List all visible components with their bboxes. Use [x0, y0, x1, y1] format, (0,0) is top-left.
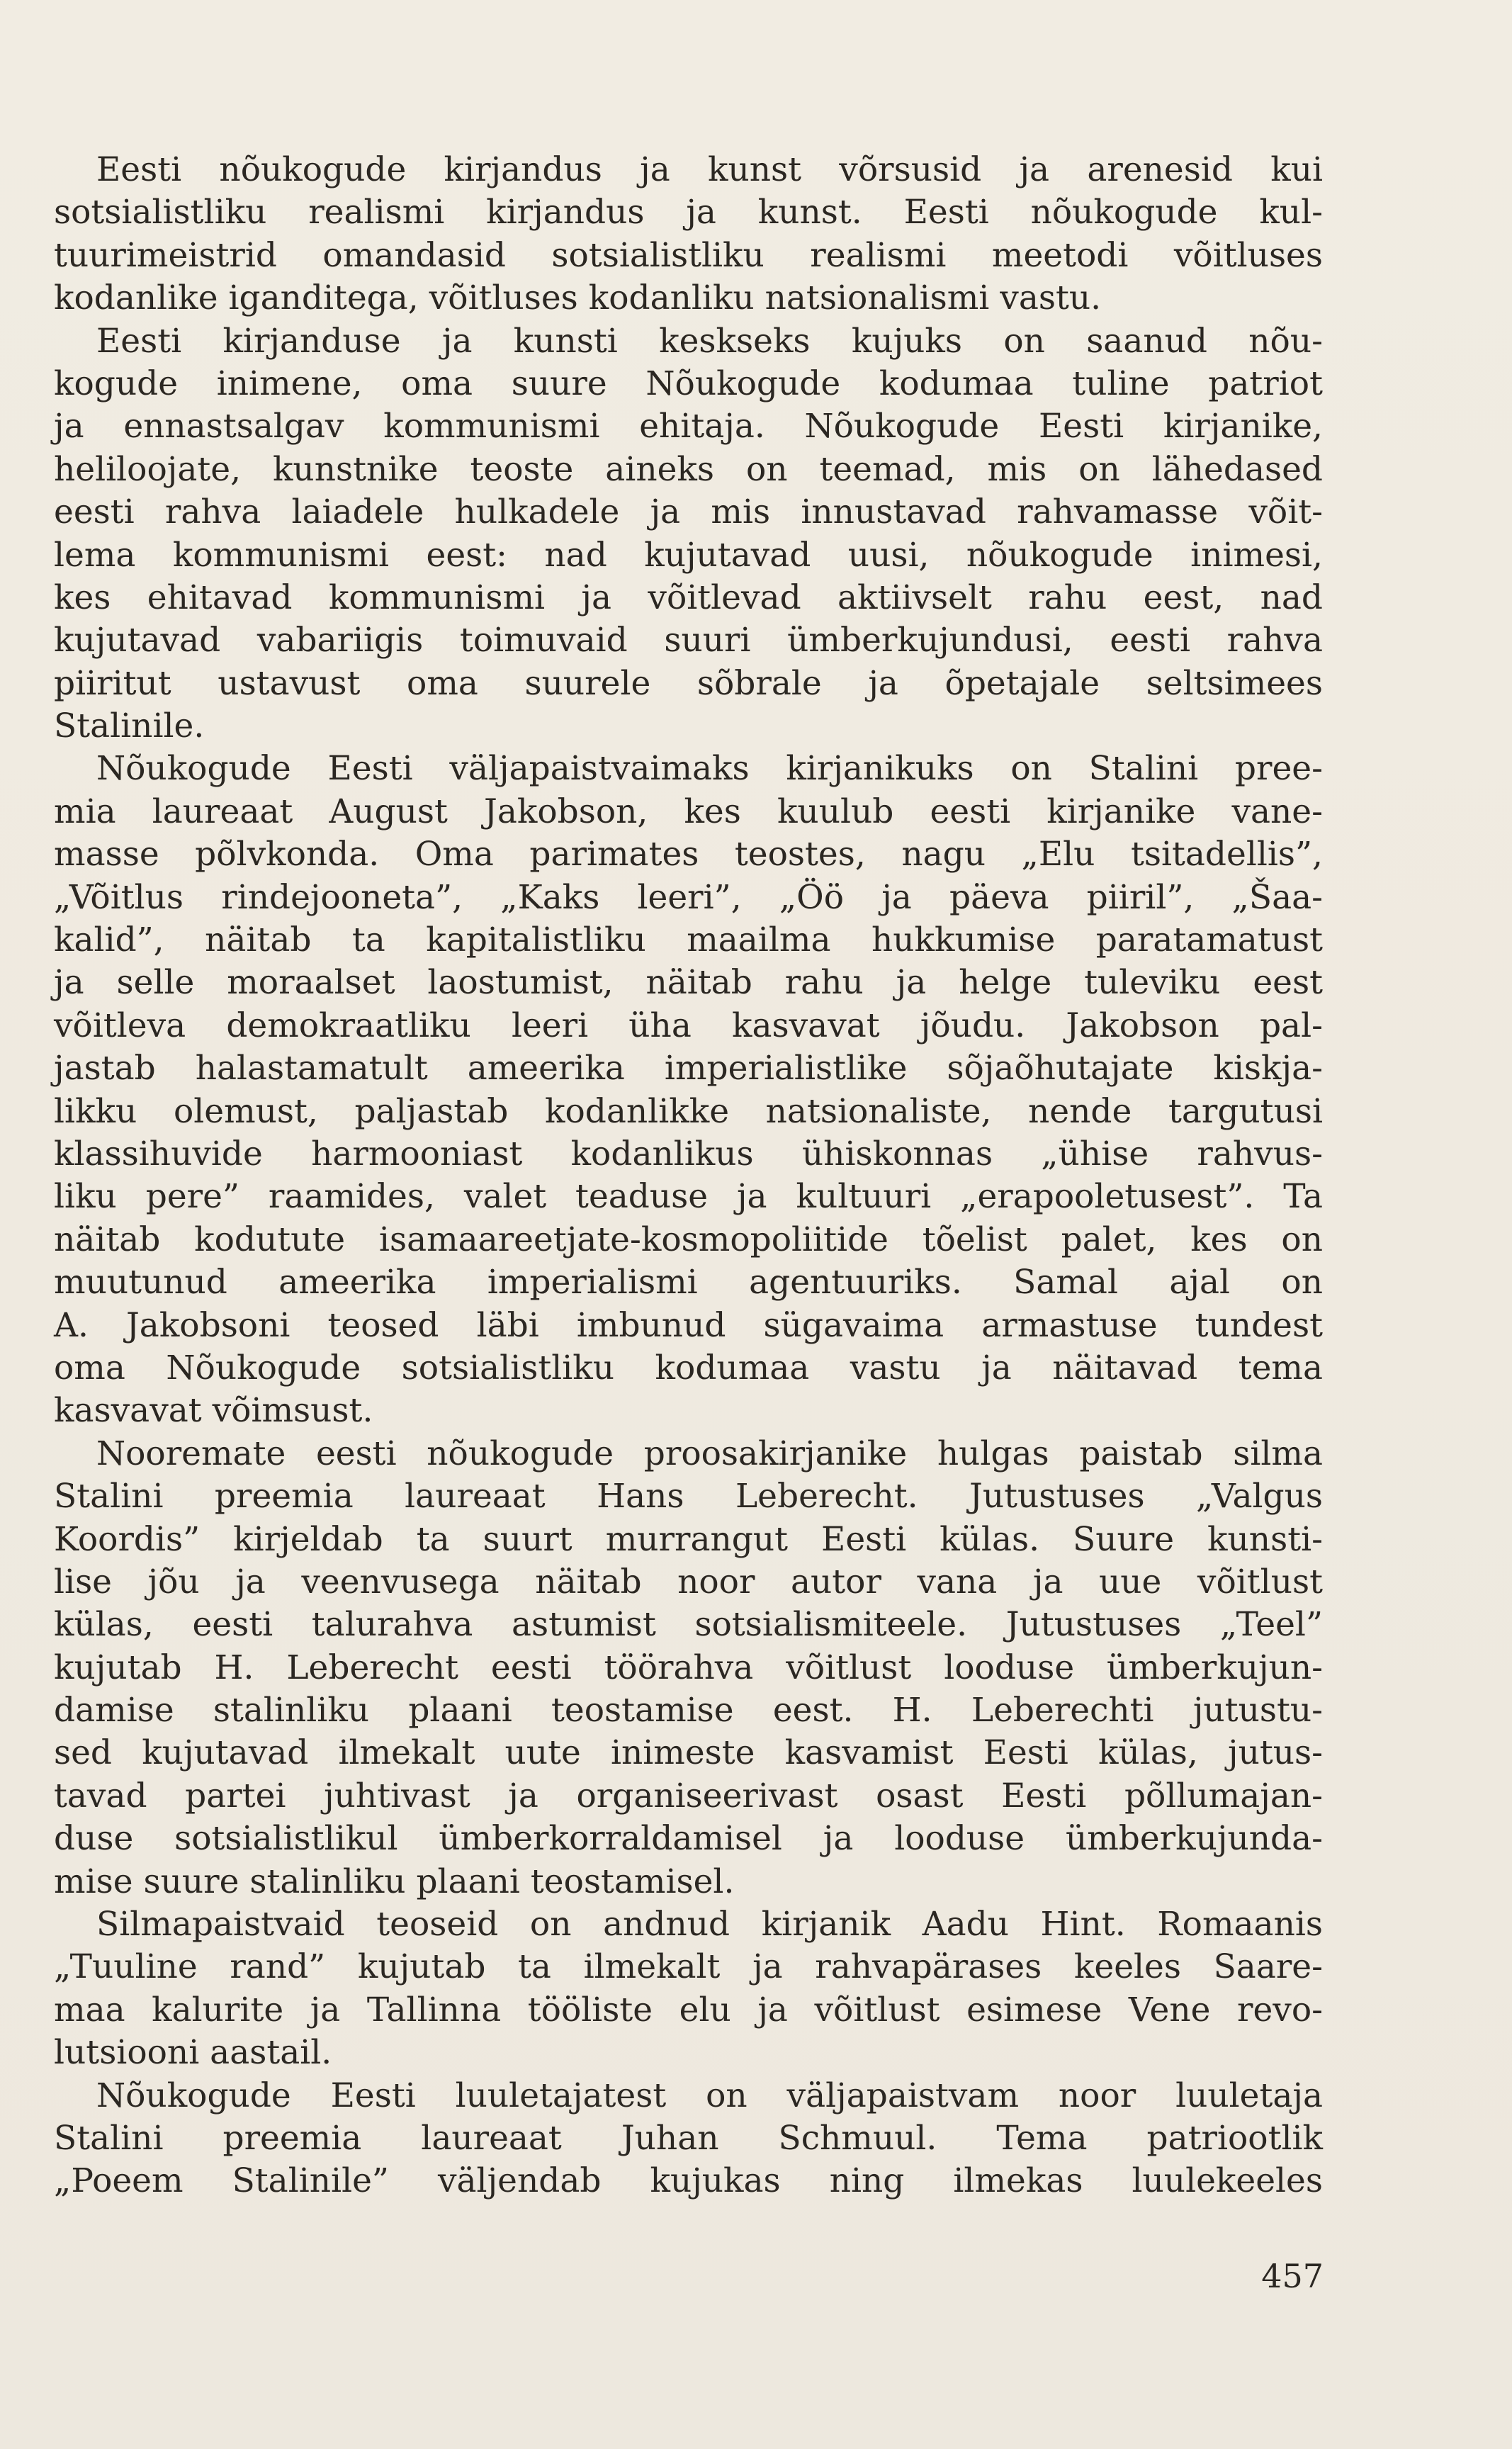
text-line: lise jõu ja veenvusega näitab noor autor vana ja uue võitlust [54, 1562, 1323, 1601]
text-line: kogude inimene, oma suure Nõukogude kodumaa tuline patriot [54, 364, 1323, 403]
text-line: „Tuuline rand” kujutab ta ilmekalt ja rahvapärases keeles Saare- [54, 1947, 1323, 1987]
text-line: Nõukogude Eesti väljapaistvaimaks kirjanikuks on Stalini pree- [96, 749, 1323, 789]
text-line: ja ennastsalgav kommunismi ehitaja. Nõukogude Eesti kirjanike, [54, 407, 1323, 446]
text-line: Stalinile. [54, 706, 205, 746]
text-line: tuurimeistrid omandasid sotsialistliku realismi meetodi võitluses [54, 235, 1323, 275]
text-line: heliloojate, kunstnike teoste aineks on teemad, mis on lähedased [54, 449, 1323, 489]
text-line: ja selle moraalset laostumist, näitab rahu ja helge tuleviku eest [54, 963, 1323, 1003]
text-line: mise suure stalinliku plaani teostamisel. [54, 1862, 735, 1901]
body-text [54, 149, 1323, 2203]
text-line: jastab halastamatult ameerika imperialistlike sõjaõhutajate kiskja- [54, 1049, 1323, 1088]
text-line: sed kujutavad ilmekalt uute inimeste kasvamist Eesti külas, jutus- [54, 1733, 1323, 1773]
text-line: damise stalinliku plaani teostamise eest. H. Leberechti jutustu- [54, 1691, 1323, 1730]
text-line: likku olemust, paljastab kodanlikke natsionaliste, nende targutusi [54, 1091, 1323, 1131]
text-line: külas, eesti talurahva astumist sotsialismiteele. Jutustuses „Teel” [54, 1605, 1323, 1645]
text-line: Nooremate eesti nõukogude proosakirjanike hulgas paistab silma [96, 1434, 1323, 1473]
text-line: kes ehitavad kommunismi ja võitlevad aktiivselt rahu eest, nad [54, 578, 1323, 617]
text-line: masse põlvkonda. Oma parimates teostes, nagu „Elu tsitadellis”, [54, 835, 1323, 874]
text-line: mia laureaat August Jakobson, kes kuulub eesti kirjanike vane- [54, 792, 1323, 831]
text-line: A. Jakobsoni teosed läbi imbunud sügavaima armastuse tundest [54, 1305, 1323, 1345]
text-line: Koordis” kirjeldab ta suurt murrangut Eesti külas. Suure kunsti- [54, 1519, 1323, 1559]
page-number: 457 [1261, 2257, 1324, 2295]
text-line: oma Nõukogude sotsialistliku kodumaa vastu ja näitavad tema [54, 1348, 1323, 1387]
text-line: duse sotsialistlikul ümberkorraldamisel ja looduse ümberkujunda- [54, 1819, 1323, 1859]
text-line: lutsiooni aastail. [54, 2033, 332, 2073]
text-line: muutunud ameerika imperialismi agentuuriks. Samal ajal on [54, 1263, 1323, 1302]
text-line: kasvavat võimsust. [54, 1391, 373, 1431]
text-line: kodanlike iganditega, võitluses kodanliku natsionalismi vastu. [54, 278, 1102, 318]
text-line: Eesti nõukogude kirjandus ja kunst võrsusid ja arenesid kui [96, 150, 1323, 189]
text-line: Nõukogude Eesti luuletajatest on väljapaistvam noor luuletaja [96, 2076, 1323, 2115]
text-line: kalid”, näitab ta kapitalistliku maailma hukkumise paratamatust [54, 921, 1323, 960]
text-line: piiritut ustavust oma suurele sõbrale ja õpetajale seltsimees [54, 663, 1323, 703]
text-line: „Võitlus rindejooneta”, „Kaks leeri”, „Öö ja päeva piiril”, „Šaa- [54, 877, 1323, 917]
text-line: tavad partei juhtivast ja organiseerivast osast Eesti põllumajan- [54, 1776, 1323, 1815]
text-line: liku pere” raamides, valet teaduse ja kultuuri „erapooletusest”. Ta [54, 1177, 1323, 1217]
text-line: võitleva demokraatliku leeri üha kasvavat jõudu. Jakobson pal- [54, 1006, 1323, 1045]
text-line: Stalini preemia laureaat Juhan Schmuul. Tema patriootlik [54, 2118, 1323, 2158]
text-line: Stalini preemia laureaat Hans Leberecht. Jutustuses „Valgus [54, 1477, 1323, 1516]
text-line: klassihuvide harmooniast kodanlikus ühiskonnas „ühise rahvus- [54, 1134, 1323, 1173]
text-line: lema kommunismi eest: nad kujutavad uusi, nõukogude inimesi, [54, 535, 1323, 575]
text-line: Eesti kirjanduse ja kunsti keskseks kujuks on saanud nõu- [96, 321, 1323, 361]
text-line: kujutab H. Leberecht eesti töörahva võitlust looduse ümberkujun- [54, 1648, 1323, 1687]
text-line: Silmapaistvaid teoseid on andnud kirjanik Aadu Hint. Romaanis [96, 1905, 1323, 1944]
text-line: näitab kodutute isamaareetjate-kosmopoliitide tõelist palet, kes on [54, 1220, 1323, 1259]
text-line: sotsialistliku realismi kirjandus ja kunst. Eesti nõukogude kul- [54, 193, 1323, 232]
text-line: maa kalurite ja Tallinna tööliste elu ja võitlust esimese Vene revo- [54, 1990, 1323, 2029]
text-line: eesti rahva laiadele hulkadele ja mis innustavad rahvamasse võit- [54, 492, 1323, 532]
text-line: „Poeem Stalinile” väljendab kujukas ning ilmekas luulekeeles [54, 2161, 1323, 2201]
text-line: kujutavad vabariigis toimuvaid suuri ümberkujundusi, eesti rahva [54, 621, 1323, 660]
